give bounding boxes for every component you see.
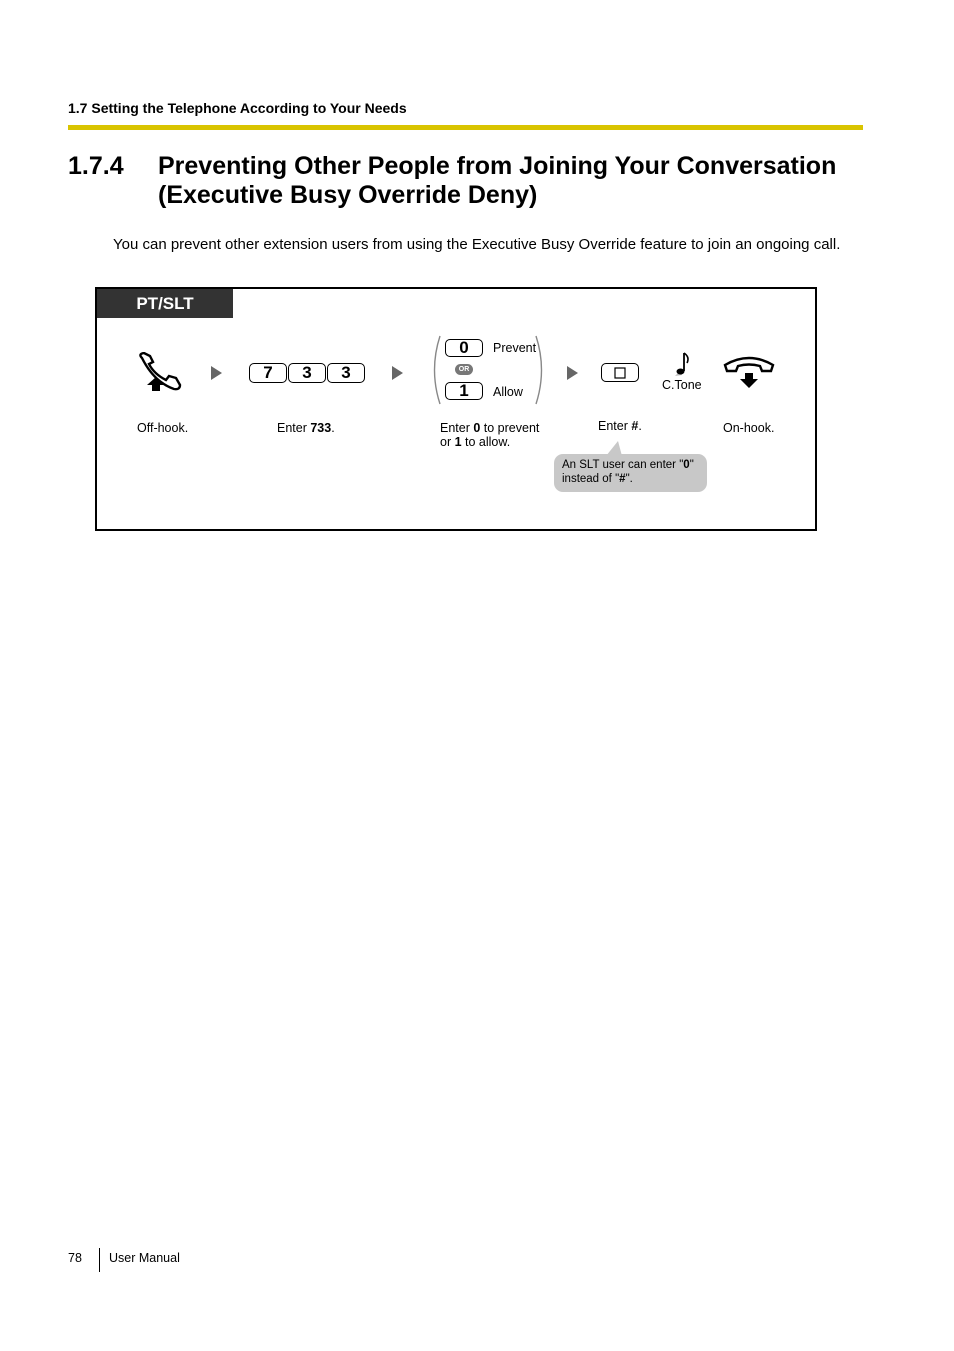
note-line1	[562, 458, 699, 472]
step-option-label	[440, 421, 539, 449]
option-prevent-label: Prevent	[493, 341, 537, 355]
footer-doc-name: User Manual	[109, 1251, 180, 1265]
on-hook-icon	[722, 354, 776, 390]
step-arrow-2	[392, 366, 403, 380]
hash-end: .	[638, 419, 642, 433]
note-l1-post: "	[689, 459, 694, 471]
opt-or: or	[440, 435, 455, 449]
key-1: 1	[445, 382, 483, 400]
step-enter-code-label	[277, 421, 335, 435]
hash-char: #	[631, 419, 639, 433]
note-l2-pre: instead of "	[562, 473, 620, 485]
opt-end: to allow.	[461, 435, 511, 449]
section-title-line1: Preventing Other People from Joining Your Conversation	[158, 152, 837, 180]
note-l1-pre: An SLT user can enter "	[562, 459, 684, 471]
opt-enter: Enter	[440, 421, 474, 435]
opt-mid: to prevent	[480, 421, 540, 435]
note-l2-key: #	[619, 473, 626, 485]
procedure-box	[95, 287, 817, 531]
step-offhook-label: Off-hook.	[137, 421, 189, 435]
enter-suffix: .	[331, 421, 335, 435]
intro-paragraph: You can prevent other extension users from using the Executive Busy Override feature to join an ongoing call.	[113, 236, 841, 253]
step-hash-label	[598, 419, 642, 433]
section-title	[158, 152, 878, 210]
note-l1-key: 0	[683, 459, 690, 471]
step-option-line1	[440, 421, 539, 435]
or-badge: OR	[455, 364, 473, 375]
music-note-icon	[672, 352, 692, 378]
hash-key-glyph	[614, 367, 626, 379]
enter-prefix: Enter	[277, 421, 311, 435]
key-3-second: 3	[327, 363, 365, 383]
hash-enter: Enter	[598, 419, 632, 433]
header-rule	[68, 125, 863, 130]
opt-one: 1	[454, 435, 462, 449]
option-allow-label: Allow	[493, 385, 523, 399]
footer-divider	[99, 1248, 100, 1272]
key-7: 7	[249, 363, 287, 383]
hash-key	[601, 363, 639, 382]
running-header: 1.7 Setting the Telephone According to Your Needs	[68, 100, 407, 116]
section-number: 1.7.4	[68, 152, 124, 180]
note-line2	[562, 472, 699, 486]
step-arrow-1	[211, 366, 222, 380]
off-hook-icon	[136, 352, 188, 394]
step-onhook-label: On-hook.	[723, 421, 775, 435]
section-title-line2: (Executive Busy Override Deny)	[158, 181, 538, 209]
opt-zero: 0	[473, 421, 481, 435]
page-number: 78	[68, 1251, 82, 1265]
key-3: 3	[288, 363, 326, 383]
code-number: 733	[310, 421, 332, 435]
note-l2-post: ".	[625, 473, 633, 485]
ctone-label: C.Tone	[662, 378, 702, 392]
key-0: 0	[445, 339, 483, 357]
slt-note-bubble	[554, 454, 707, 492]
step-option-line2	[440, 435, 539, 449]
step-arrow-3	[567, 366, 578, 380]
procedure-tab: PT/SLT	[97, 289, 233, 318]
